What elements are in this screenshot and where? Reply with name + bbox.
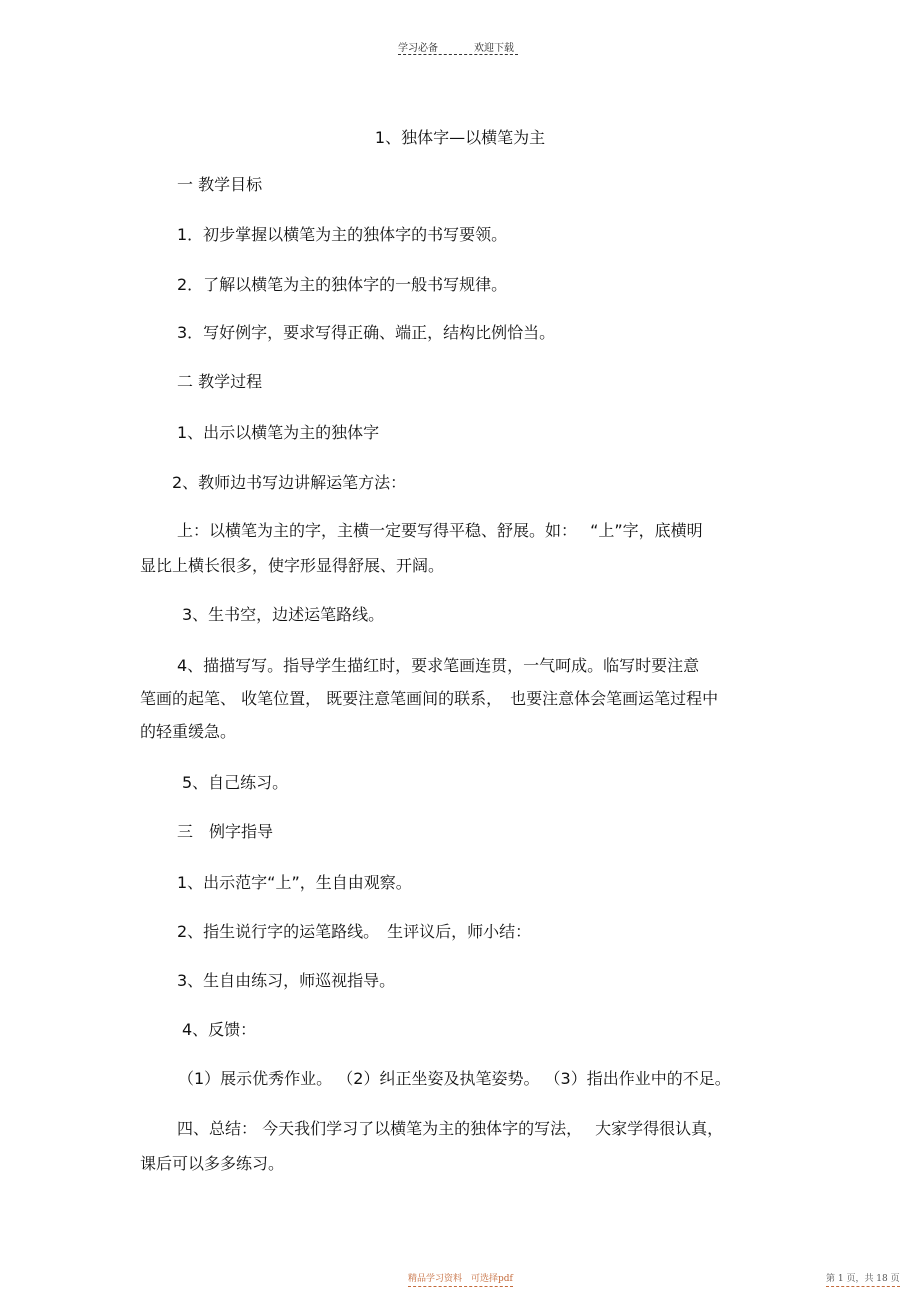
paragraph-line: 显比上横长很多，使字形显得舒展、开阔。 xyxy=(140,556,445,575)
paragraph-line: 上：以横笔为主的字，主横一定要写得平稳、舒展。如： “上”字，底横明 xyxy=(177,521,703,540)
header-divider xyxy=(398,54,518,55)
paragraph-line: （1）展示优秀作业。 （2）纠正坐姿及执笔姿势。 （3）指出作业中的不足。 xyxy=(178,1069,731,1088)
paragraph-line: 1．初步掌握以横笔为主的独体字的书写要领。 xyxy=(177,225,508,244)
footer-left: 精品学习资料 可选择pdf xyxy=(408,1271,513,1287)
paragraph-line: 笔画的起笔、 收笔位置， 既要注意笔画间的联系， 也要注意体会笔画运笔过程中 xyxy=(140,689,719,708)
section-heading: 三 例字指导 xyxy=(177,822,274,841)
paragraph-line: 4、反馈： xyxy=(182,1020,257,1039)
header-text xyxy=(398,39,514,54)
paragraph-line: 1、出示以横笔为主的独体字 xyxy=(177,423,380,442)
header-left: 学习必备 xyxy=(398,43,438,54)
document-title: 1、独体字—以横笔为主 xyxy=(374,128,546,147)
paragraph-line: 四、总结： 今天我们学习了以横笔为主的独体字的写法， 大家学得很认真， xyxy=(177,1119,724,1138)
paragraph-line: 课后可以多多练习。 xyxy=(140,1154,285,1173)
paragraph-line: 2、教师边书写边讲解运笔方法： xyxy=(172,473,407,492)
paragraph-line: 4、描描写写。指导学生描红时，要求笔画连贯，一气呵成。临写时要注意 xyxy=(177,656,700,675)
paragraph-line: 1、出示范字“上”，生自由观察。 xyxy=(177,873,412,892)
paragraph-line: 3、生书空，边述运笔路线。 xyxy=(182,605,385,624)
paragraph-line: 2．了解以横笔为主的独体字的一般书写规律。 xyxy=(177,275,508,294)
paragraph-line: 3、生自由练习，师巡视指导。 xyxy=(177,971,396,990)
page-number: 第 1 页，共 18 页 xyxy=(826,1271,900,1287)
paragraph-line: 5、自己练习。 xyxy=(182,773,289,792)
header-right: 欢迎下载 xyxy=(474,43,514,54)
paragraph-line: 3．写好例字，要求写得正确、端正，结构比例恰当。 xyxy=(177,323,556,342)
section-heading: 一 教学目标 xyxy=(177,175,263,194)
paragraph-line: 2、指生说行字的运笔路线。 生评议后，师小结： xyxy=(177,922,532,941)
paragraph-line: 的轻重缓急。 xyxy=(140,722,237,741)
section-heading: 二 教学过程 xyxy=(177,372,263,391)
